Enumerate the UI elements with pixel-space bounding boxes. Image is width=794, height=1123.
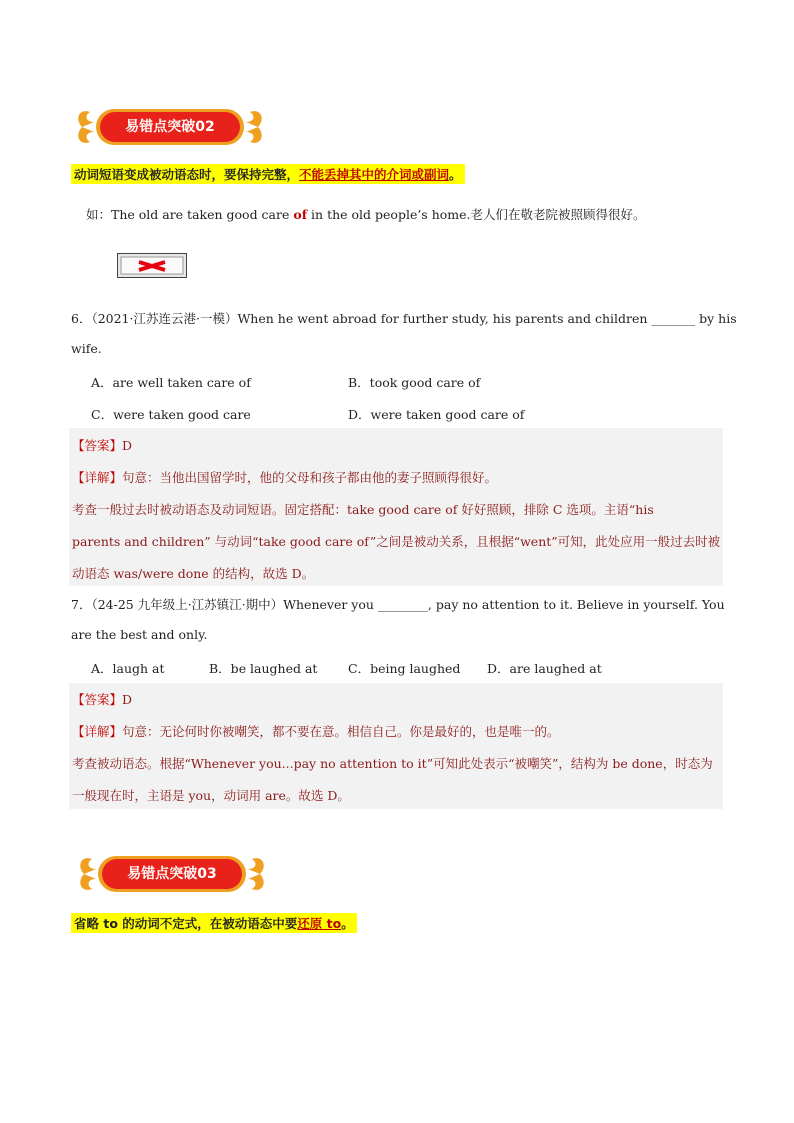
q6-detail-line3: parents and children” 与动词“take good care of”之间是被动关系，且根据“went”可知，此处应用一般过去时被 (72, 534, 721, 549)
rule-highlight: 动词短语变成被动语态时，要保持完整，不能丢掉其中的介词或副词。 (71, 164, 465, 184)
q7-option-a: A．laugh at (91, 661, 165, 676)
q6-detail-line4: 动语态 was/were done 的结构，故选 D。 (72, 566, 315, 581)
q7-detail-line3: 一般现在时，主语是 you，动词用 are。故选 D。 (72, 788, 350, 803)
q7-option-c: C．being laughed (348, 661, 461, 676)
q7-option-d: D．are laughed at (487, 661, 602, 676)
q7-detail-line1: 【详解】句意：无论何时你被嘲笑，都不要在意。相信自己。你是最好的，也是唯一的。 (72, 724, 560, 739)
section-badge-02 (72, 104, 268, 150)
wrong-mark-icon (117, 253, 187, 278)
q7-option-b: B．be laughed at (209, 661, 318, 676)
section-badge-label: 易错点突破02 (125, 119, 215, 135)
q6-option-d: D．were taken good care of (348, 407, 525, 422)
q6-detail-line1: 【详解】句意：当他出国留学时，他的父母和孩子都由他的妻子照顾得很好。 (72, 470, 498, 485)
q6-stem-line1: 6．（2021·江苏连云港·一模）When he went abroad for further study, his parents and children _______ by his (71, 311, 737, 326)
q7-answer: 【答案】D (72, 692, 133, 707)
q6-option-b: B．took good care of (348, 375, 481, 390)
q7-answer-box (69, 683, 723, 809)
example-line: 如：The old are taken good care of in the old people’s home.老人们在敬老院被照顾得很好。 (86, 207, 646, 222)
q7-stem-line2: are the best and only. (71, 627, 208, 642)
rule-highlight-2: 省略 to 的动词不定式，在被动语态中要还原 to。 (71, 913, 357, 933)
section-badge-label: 易错点突破03 (127, 866, 217, 882)
q7-stem-line1: 7．（24-25 九年级上·江苏镇江·期中）Whenever you ________, pay no attention to it. Believe in yourself. You (71, 597, 725, 612)
q6-option-a: A．are well taken care of (91, 375, 251, 390)
rule-red-text-2: 还原 to (297, 916, 342, 931)
q6-answer-box (69, 428, 723, 586)
q6-stem-line2: wife. (71, 341, 102, 356)
rule-red-text: 不能丢掉其中的介词或副词 (299, 167, 450, 182)
example-of-word: of (293, 207, 308, 222)
q6-detail-line2: 考查一般过去时被动语态及动词短语。固定搭配：take good care of 好好照顾，排除 C 选项。主语“his (72, 502, 654, 517)
q7-detail-line2: 考查被动语态。根据“Whenever you...pay no attention to it”可知此处表示“被嘲笑”，结构为 be done，时态为 (72, 756, 713, 771)
q6-option-c: C．were taken good care (91, 407, 251, 422)
q6-answer: 【答案】D (72, 438, 133, 453)
rule-line-1 (71, 164, 465, 184)
section-badge-03 (74, 851, 270, 897)
rule-line-2 (71, 913, 357, 933)
